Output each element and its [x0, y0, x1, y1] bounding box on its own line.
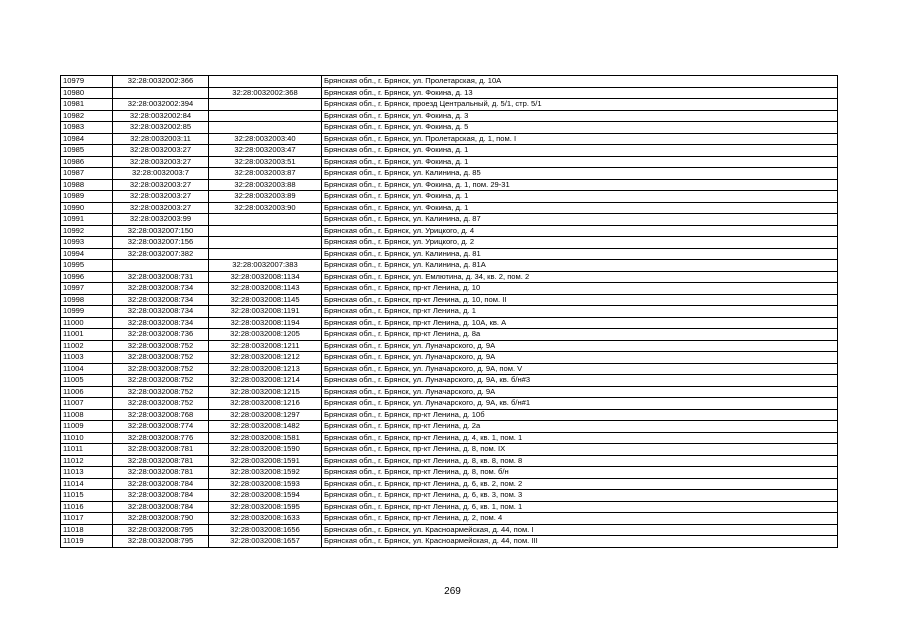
object-cadastral-number-cell: 32:28:0032003:40: [209, 133, 322, 145]
address-cell: Брянская обл., г. Брянск, пр-кт Ленина, д. 6, кв. 3, пом. 3: [322, 490, 838, 502]
address-cell: Брянская обл., г. Брянск, ул. Фокина, д. 1, пом. 29-31: [322, 179, 838, 191]
object-cadastral-number-cell: 32:28:0032008:1215: [209, 386, 322, 398]
cadastral-number-cell: 32:28:0032008:752: [113, 375, 209, 387]
table-row: [61, 306, 838, 318]
cadastral-number-cell: 32:28:0032008:795: [113, 536, 209, 548]
table-row: [61, 76, 838, 88]
row-number-cell: 11013: [61, 467, 113, 479]
row-number-cell: 11009: [61, 421, 113, 433]
object-cadastral-number-cell: 32:28:0032008:1216: [209, 398, 322, 410]
row-number-cell: 10986: [61, 156, 113, 168]
object-cadastral-number-cell: [209, 225, 322, 237]
cadastral-number-cell: 32:28:0032008:781: [113, 455, 209, 467]
address-cell: Брянская обл., г. Брянск, ул. Фокина, д. 1: [322, 156, 838, 168]
row-number-cell: 10997: [61, 283, 113, 295]
object-cadastral-number-cell: 32:28:0032008:1581: [209, 432, 322, 444]
address-cell: Брянская обл., г. Брянск, ул. Красноармейская, д. 44, пом. III: [322, 536, 838, 548]
row-number-cell: 10994: [61, 248, 113, 260]
cadastral-number-cell: 32:28:0032008:790: [113, 513, 209, 525]
table-row: [61, 225, 838, 237]
row-number-cell: 10983: [61, 122, 113, 134]
cadastral-number-cell: 32:28:0032008:731: [113, 271, 209, 283]
cadastral-number-cell: [113, 260, 209, 272]
address-cell: Брянская обл., г. Брянск, ул. Урицкого, д. 4: [322, 225, 838, 237]
row-number-cell: 11011: [61, 444, 113, 456]
cadastral-number-cell: 32:28:0032008:784: [113, 490, 209, 502]
row-number-cell: 11017: [61, 513, 113, 525]
address-cell: Брянская обл., г. Брянск, ул. Фокина, д. 3: [322, 110, 838, 122]
cadastral-number-cell: 32:28:0032007:150: [113, 225, 209, 237]
row-number-cell: 10991: [61, 214, 113, 226]
table-row: [61, 122, 838, 134]
cadastral-number-cell: 32:28:0032008:752: [113, 352, 209, 364]
address-cell: Брянская обл., г. Брянск, пр-кт Ленина, д. 10б: [322, 409, 838, 421]
row-number-cell: 11001: [61, 329, 113, 341]
object-cadastral-number-cell: 32:28:0032008:1482: [209, 421, 322, 433]
object-cadastral-number-cell: 32:28:0032008:1145: [209, 294, 322, 306]
object-cadastral-number-cell: 32:28:0032008:1590: [209, 444, 322, 456]
address-cell: Брянская обл., г. Брянск, пр-кт Ленина, д. 10: [322, 283, 838, 295]
address-cell: Брянская обл., г. Брянск, ул. Красноармейская, д. 44, пом. I: [322, 524, 838, 536]
address-cell: Брянская обл., г. Брянск, ул. Луначарского, д. 9А, кв. б/н#3: [322, 375, 838, 387]
address-cell: Брянская обл., г. Брянск, пр-кт Ленина, д. 2а: [322, 421, 838, 433]
address-cell: Брянская обл., г. Брянск, ул. Луначарского, д. 9А: [322, 340, 838, 352]
address-cell: Брянская обл., г. Брянск, ул. Калинина, д. 85: [322, 168, 838, 180]
address-cell: Брянская обл., г. Брянск, ул. Фокина, д. 1: [322, 191, 838, 203]
table-row: [61, 444, 838, 456]
address-cell: Брянская обл., г. Брянск, пр-кт Ленина, д. 8, кв. 8, пом. 8: [322, 455, 838, 467]
cadastral-number-cell: 32:28:0032008:776: [113, 432, 209, 444]
cadastral-number-cell: 32:28:0032007:156: [113, 237, 209, 249]
row-number-cell: 11000: [61, 317, 113, 329]
object-cadastral-number-cell: 32:28:0032003:90: [209, 202, 322, 214]
object-cadastral-number-cell: 32:28:0032007:383: [209, 260, 322, 272]
row-number-cell: 10982: [61, 110, 113, 122]
table-row: [61, 513, 838, 525]
table-row: [61, 214, 838, 226]
table-row: [61, 87, 838, 99]
cadastral-number-cell: 32:28:0032008:781: [113, 444, 209, 456]
address-cell: Брянская обл., г. Брянск, пр-кт Ленина, д. 8, пом. б/н: [322, 467, 838, 479]
address-cell: Брянская обл., г. Брянск, ул. Фокина, д. 13: [322, 87, 838, 99]
row-number-cell: 10989: [61, 191, 113, 203]
address-cell: Брянская обл., г. Брянск, пр-кт Ленина, д. 10А, кв. А: [322, 317, 838, 329]
address-cell: Брянская обл., г. Брянск, пр-кт Ленина, д. 6, кв. 1, пом. 1: [322, 501, 838, 513]
row-number-cell: 11019: [61, 536, 113, 548]
object-cadastral-number-cell: 32:28:0032008:1633: [209, 513, 322, 525]
object-cadastral-number-cell: [209, 99, 322, 111]
row-number-cell: 10998: [61, 294, 113, 306]
address-cell: Брянская обл., г. Брянск, ул. Фокина, д. 1: [322, 145, 838, 157]
row-number-cell: 11003: [61, 352, 113, 364]
row-number-cell: 10999: [61, 306, 113, 318]
address-cell: Брянская обл., г. Брянск, ул. Фокина, д. 5: [322, 122, 838, 134]
address-cell: Брянская обл., г. Брянск, ул. Луначарского, д. 9А, кв. б/н#1: [322, 398, 838, 410]
address-cell: Брянская обл., г. Брянск, ул. Калинина, д. 81А: [322, 260, 838, 272]
cadastral-number-cell: 32:28:0032008:795: [113, 524, 209, 536]
table-row: [61, 375, 838, 387]
address-cell: Брянская обл., г. Брянск, пр-кт Ленина, д. 8а: [322, 329, 838, 341]
address-cell: Брянская обл., г. Брянск, ул. Луначарского, д. 9А: [322, 386, 838, 398]
object-cadastral-number-cell: 32:28:0032008:1594: [209, 490, 322, 502]
address-cell: Брянская обл., г. Брянск, пр-кт Ленина, д. 6, кв. 2, пом. 2: [322, 478, 838, 490]
row-number-cell: 10985: [61, 145, 113, 157]
table-row: [61, 386, 838, 398]
table-row: [61, 490, 838, 502]
registry-table: [60, 75, 838, 548]
object-cadastral-number-cell: 32:28:0032008:1591: [209, 455, 322, 467]
table-row: [61, 168, 838, 180]
cadastral-number-cell: 32:28:0032002:84: [113, 110, 209, 122]
row-number-cell: 11004: [61, 363, 113, 375]
page-number: 269: [444, 586, 461, 597]
table-row: [61, 179, 838, 191]
object-cadastral-number-cell: [209, 122, 322, 134]
address-cell: Брянская обл., г. Брянск, пр-кт Ленина, д. 8, пом. IX: [322, 444, 838, 456]
cadastral-number-cell: 32:28:0032003:27: [113, 179, 209, 191]
row-number-cell: 10987: [61, 168, 113, 180]
table-row: [61, 317, 838, 329]
row-number-cell: 10979: [61, 76, 113, 88]
row-number-cell: 11002: [61, 340, 113, 352]
object-cadastral-number-cell: 32:28:0032008:1205: [209, 329, 322, 341]
row-number-cell: 10988: [61, 179, 113, 191]
cadastral-number-cell: [113, 87, 209, 99]
object-cadastral-number-cell: 32:28:0032008:1211: [209, 340, 322, 352]
table-row: [61, 536, 838, 548]
row-number-cell: 11012: [61, 455, 113, 467]
object-cadastral-number-cell: [209, 237, 322, 249]
table-row: [61, 156, 838, 168]
cadastral-number-cell: 32:28:0032008:752: [113, 386, 209, 398]
row-number-cell: 11016: [61, 501, 113, 513]
cadastral-number-cell: 32:28:0032007:382: [113, 248, 209, 260]
cadastral-number-cell: 32:28:0032008:752: [113, 340, 209, 352]
table-row: [61, 237, 838, 249]
table-row: [61, 133, 838, 145]
table-row: [61, 191, 838, 203]
address-cell: Брянская обл., г. Брянск, ул. Емлютина, д. 34, кв. 2, пом. 2: [322, 271, 838, 283]
address-cell: Брянская обл., г. Брянск, ул. Луначарского, д. 9А, пом. V: [322, 363, 838, 375]
cadastral-number-cell: 32:28:0032002:394: [113, 99, 209, 111]
object-cadastral-number-cell: 32:28:0032008:1657: [209, 536, 322, 548]
row-number-cell: 11008: [61, 409, 113, 421]
table-row: [61, 145, 838, 157]
address-cell: Брянская обл., г. Брянск, ул. Луначарского, д. 9А: [322, 352, 838, 364]
table-row: [61, 363, 838, 375]
table-row: [61, 110, 838, 122]
cadastral-number-cell: 32:28:0032008:734: [113, 306, 209, 318]
address-cell: Брянская обл., г. Брянск, ул. Калинина, д. 87: [322, 214, 838, 226]
object-cadastral-number-cell: 32:28:0032008:1134: [209, 271, 322, 283]
address-cell: Брянская обл., г. Брянск, ул. Пролетарская, д. 1, пом. I: [322, 133, 838, 145]
row-number-cell: 10984: [61, 133, 113, 145]
object-cadastral-number-cell: 32:28:0032008:1212: [209, 352, 322, 364]
row-number-cell: 10993: [61, 237, 113, 249]
row-number-cell: 10981: [61, 99, 113, 111]
address-cell: Брянская обл., г. Брянск, пр-кт Ленина, д. 2, пом. 4: [322, 513, 838, 525]
object-cadastral-number-cell: 32:28:0032003:89: [209, 191, 322, 203]
cadastral-number-cell: 32:28:0032002:85: [113, 122, 209, 134]
object-cadastral-number-cell: 32:28:0032008:1214: [209, 375, 322, 387]
object-cadastral-number-cell: 32:28:0032008:1194: [209, 317, 322, 329]
object-cadastral-number-cell: 32:28:0032008:1213: [209, 363, 322, 375]
row-number-cell: 11015: [61, 490, 113, 502]
registry-table-body: [61, 76, 838, 548]
table-row: [61, 271, 838, 283]
cadastral-number-cell: 32:28:0032008:736: [113, 329, 209, 341]
object-cadastral-number-cell: [209, 214, 322, 226]
cadastral-number-cell: 32:28:0032008:734: [113, 294, 209, 306]
cadastral-number-cell: 32:28:0032008:734: [113, 317, 209, 329]
cadastral-number-cell: 32:28:0032003:7: [113, 168, 209, 180]
cadastral-number-cell: 32:28:0032003:11: [113, 133, 209, 145]
object-cadastral-number-cell: 32:28:0032003:87: [209, 168, 322, 180]
object-cadastral-number-cell: 32:28:0032008:1191: [209, 306, 322, 318]
table-row: [61, 524, 838, 536]
address-cell: Брянская обл., г. Брянск, пр-кт Ленина, д. 1: [322, 306, 838, 318]
cadastral-number-cell: 32:28:0032008:784: [113, 478, 209, 490]
object-cadastral-number-cell: 32:28:0032003:88: [209, 179, 322, 191]
cadastral-number-cell: 32:28:0032008:784: [113, 501, 209, 513]
row-number-cell: 10990: [61, 202, 113, 214]
table-row: [61, 432, 838, 444]
table-row: [61, 409, 838, 421]
table-row: [61, 248, 838, 260]
cadastral-number-cell: 32:28:0032008:752: [113, 398, 209, 410]
row-number-cell: 11006: [61, 386, 113, 398]
table-row: [61, 260, 838, 272]
object-cadastral-number-cell: [209, 248, 322, 260]
address-cell: Брянская обл., г. Брянск, ул. Пролетарская, д. 10А: [322, 76, 838, 88]
table-row: [61, 455, 838, 467]
cadastral-number-cell: 32:28:0032008:734: [113, 283, 209, 295]
table-row: [61, 501, 838, 513]
table-row: [61, 467, 838, 479]
row-number-cell: 11007: [61, 398, 113, 410]
cadastral-number-cell: 32:28:0032003:27: [113, 202, 209, 214]
address-cell: Брянская обл., г. Брянск, проезд Центральный, д. 5/1, стр. 5/1: [322, 99, 838, 111]
row-number-cell: 10995: [61, 260, 113, 272]
cadastral-number-cell: 32:28:0032008:781: [113, 467, 209, 479]
cadastral-number-cell: 32:28:0032008:752: [113, 363, 209, 375]
cadastral-number-cell: 32:28:0032003:27: [113, 145, 209, 157]
cadastral-number-cell: 32:28:0032008:768: [113, 409, 209, 421]
table-row: [61, 329, 838, 341]
address-cell: Брянская обл., г. Брянск, ул. Урицкого, д. 2: [322, 237, 838, 249]
row-number-cell: 11010: [61, 432, 113, 444]
table-row: [61, 478, 838, 490]
row-number-cell: 10980: [61, 87, 113, 99]
row-number-cell: 11014: [61, 478, 113, 490]
object-cadastral-number-cell: [209, 76, 322, 88]
row-number-cell: 10996: [61, 271, 113, 283]
cadastral-number-cell: 32:28:0032003:99: [113, 214, 209, 226]
address-cell: Брянская обл., г. Брянск, ул. Калинина, д. 81: [322, 248, 838, 260]
object-cadastral-number-cell: 32:28:0032003:47: [209, 145, 322, 157]
address-cell: Брянская обл., г. Брянск, ул. Фокина, д. 1: [322, 202, 838, 214]
object-cadastral-number-cell: 32:28:0032008:1595: [209, 501, 322, 513]
table-row: [61, 283, 838, 295]
row-number-cell: 11005: [61, 375, 113, 387]
cadastral-number-cell: 32:28:0032003:27: [113, 191, 209, 203]
table-row: [61, 352, 838, 364]
table-row: [61, 340, 838, 352]
object-cadastral-number-cell: 32:28:0032003:51: [209, 156, 322, 168]
cadastral-number-cell: 32:28:0032003:27: [113, 156, 209, 168]
cadastral-number-cell: 32:28:0032008:774: [113, 421, 209, 433]
object-cadastral-number-cell: 32:28:0032008:1593: [209, 478, 322, 490]
row-number-cell: 11018: [61, 524, 113, 536]
object-cadastral-number-cell: 32:28:0032008:1297: [209, 409, 322, 421]
object-cadastral-number-cell: 32:28:0032008:1143: [209, 283, 322, 295]
address-cell: Брянская обл., г. Брянск, пр-кт Ленина, д. 10, пом. II: [322, 294, 838, 306]
row-number-cell: 10992: [61, 225, 113, 237]
object-cadastral-number-cell: [209, 110, 322, 122]
table-row: [61, 398, 838, 410]
object-cadastral-number-cell: 32:28:0032002:368: [209, 87, 322, 99]
table-row: [61, 99, 838, 111]
object-cadastral-number-cell: 32:28:0032008:1656: [209, 524, 322, 536]
table-row: [61, 202, 838, 214]
cadastral-number-cell: 32:28:0032002:366: [113, 76, 209, 88]
address-cell: Брянская обл., г. Брянск, пр-кт Ленина, д. 4, кв. 1, пом. 1: [322, 432, 838, 444]
table-row: [61, 294, 838, 306]
table-row: [61, 421, 838, 433]
object-cadastral-number-cell: 32:28:0032008:1592: [209, 467, 322, 479]
